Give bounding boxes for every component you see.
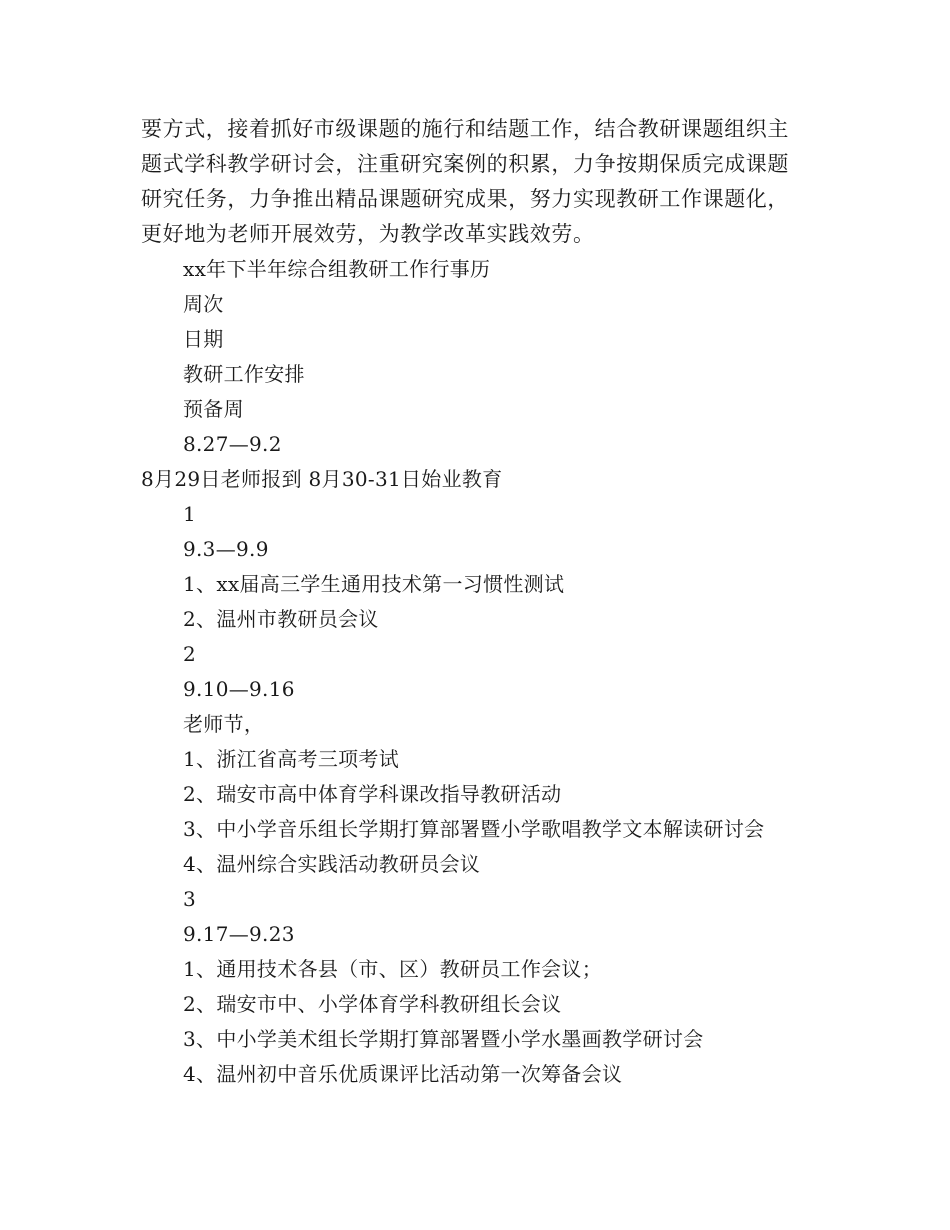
- schedule-line: 2、瑞安市高中体育学科课改指导教研活动: [183, 782, 562, 806]
- schedule-line: 4、温州综合实践活动教研员会议: [183, 852, 481, 876]
- schedule-line: xx年下半年综合组教研工作行事历: [183, 257, 491, 281]
- schedule-line: 老师节，: [183, 712, 265, 736]
- intro-paragraph: [141, 112, 821, 252]
- schedule-line: 9.3—9.9: [183, 537, 269, 561]
- schedule-line: 3、中小学美术组长学期打算部署暨小学水墨画教学研讨会: [183, 1027, 704, 1051]
- schedule-line: 日期: [183, 327, 224, 351]
- schedule-line: 1、浙江省高考三项考试: [183, 747, 400, 771]
- paragraph-line: 研究任务，力争推出精品课题研究成果，努力实现教研工作课题化，: [141, 187, 789, 211]
- schedule-line: 3、中小学音乐组长学期打算部署暨小学歌唱教学文本解读研讨会: [183, 817, 765, 841]
- schedule-line: 周次: [183, 292, 224, 316]
- schedule-line: 8月29日老师报到 8月30-31日始业教育: [141, 467, 503, 491]
- schedule-line: 预备周: [183, 397, 244, 421]
- schedule-line: 1、通用技术各县（市、区）教研员工作会议；: [183, 957, 603, 981]
- schedule-line: 9.10—9.16: [183, 677, 295, 701]
- schedule-line: 2: [183, 642, 197, 666]
- document-body: [141, 112, 821, 1092]
- schedule-line: 教研工作安排: [183, 362, 305, 386]
- schedule-line: 1: [183, 502, 197, 526]
- schedule-lines: [141, 252, 821, 1092]
- schedule-line: 4、温州初中音乐优质课评比活动第一次筹备会议: [183, 1062, 623, 1086]
- paragraph-line: 更好地为老师开展效劳，为教学改革实践效劳。: [141, 222, 595, 246]
- paragraph-line: 要方式，接着抓好市级课题的施行和结题工作，结合教研课题组织主: [141, 117, 789, 141]
- schedule-line: 1、xx届高三学生通用技术第一习惯性测试: [183, 572, 565, 596]
- schedule-line: 3: [183, 887, 197, 911]
- schedule-line: 2、温州市教研员会议: [183, 607, 379, 631]
- paragraph-line: 题式学科教学研讨会，注重研究案例的积累，力争按期保质完成课题: [141, 152, 789, 176]
- schedule-line: 2、瑞安市中、小学体育学科教研组长会议: [183, 992, 562, 1016]
- schedule-line: 8.27—9.2: [183, 432, 282, 456]
- schedule-line: 9.17—9.23: [183, 922, 295, 946]
